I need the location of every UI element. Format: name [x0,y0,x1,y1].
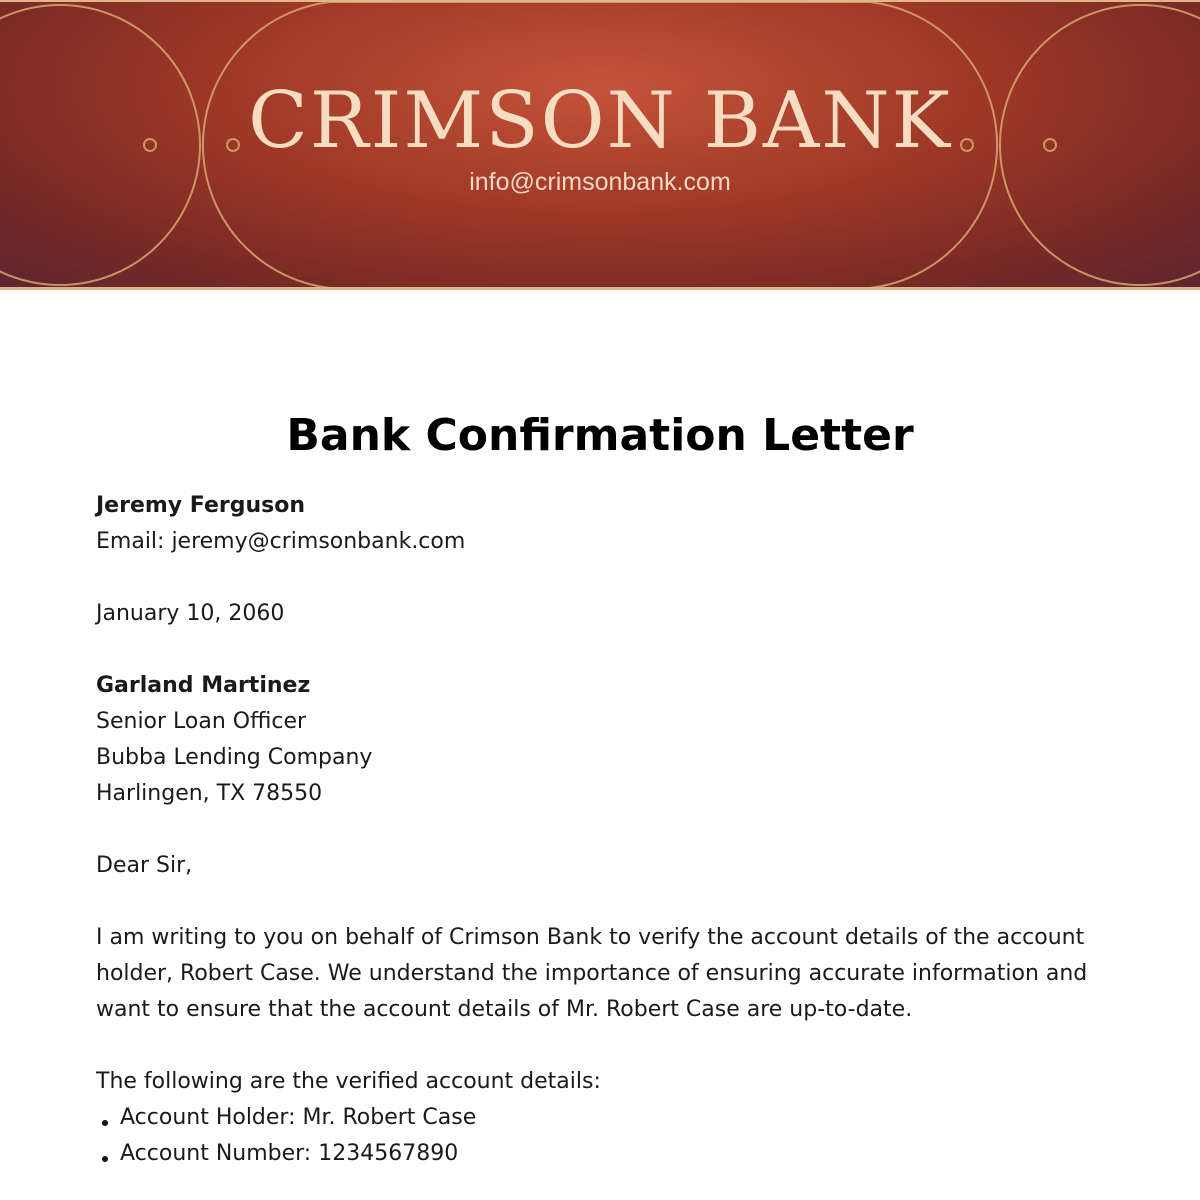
recipient-name: Garland Martinez [96,673,311,698]
letter-title: Bank Confirmation Letter [286,410,914,461]
letter-date: January 10, 2060 [96,601,285,626]
paragraph-verification: I am writing to you on behalf of Crimson Bank to verify the account details of the account holder, Robert Case. We understand the importance of ensuring accurate information and want to ensure that the account details of Mr. Robert Case are up-to-date. [96,925,1088,1022]
letter-body [96,488,1096,1172]
sender-email: Email: jeremy@crimsonbank.com [96,529,466,554]
bank-email: info@crimsonbank.com [469,168,731,196]
letterhead-banner [0,0,1200,290]
sender-name: Jeremy Ferguson [96,493,305,518]
details-intro: The following are the verified account details: [96,1069,601,1094]
detail-account-number: Account Number: 1234567890 [96,1136,1096,1172]
detail-account-holder: Account Holder: Mr. Robert Case [96,1100,1096,1136]
salutation: Dear Sir, [96,853,193,878]
account-details-list [96,1100,1096,1172]
recipient-address: Harlingen, TX 78550 [96,781,323,806]
bank-name: CRIMSON BANK [248,76,952,166]
recipient-position: Senior Loan Officer [96,709,307,734]
recipient-company: Bubba Lending Company [96,745,373,770]
